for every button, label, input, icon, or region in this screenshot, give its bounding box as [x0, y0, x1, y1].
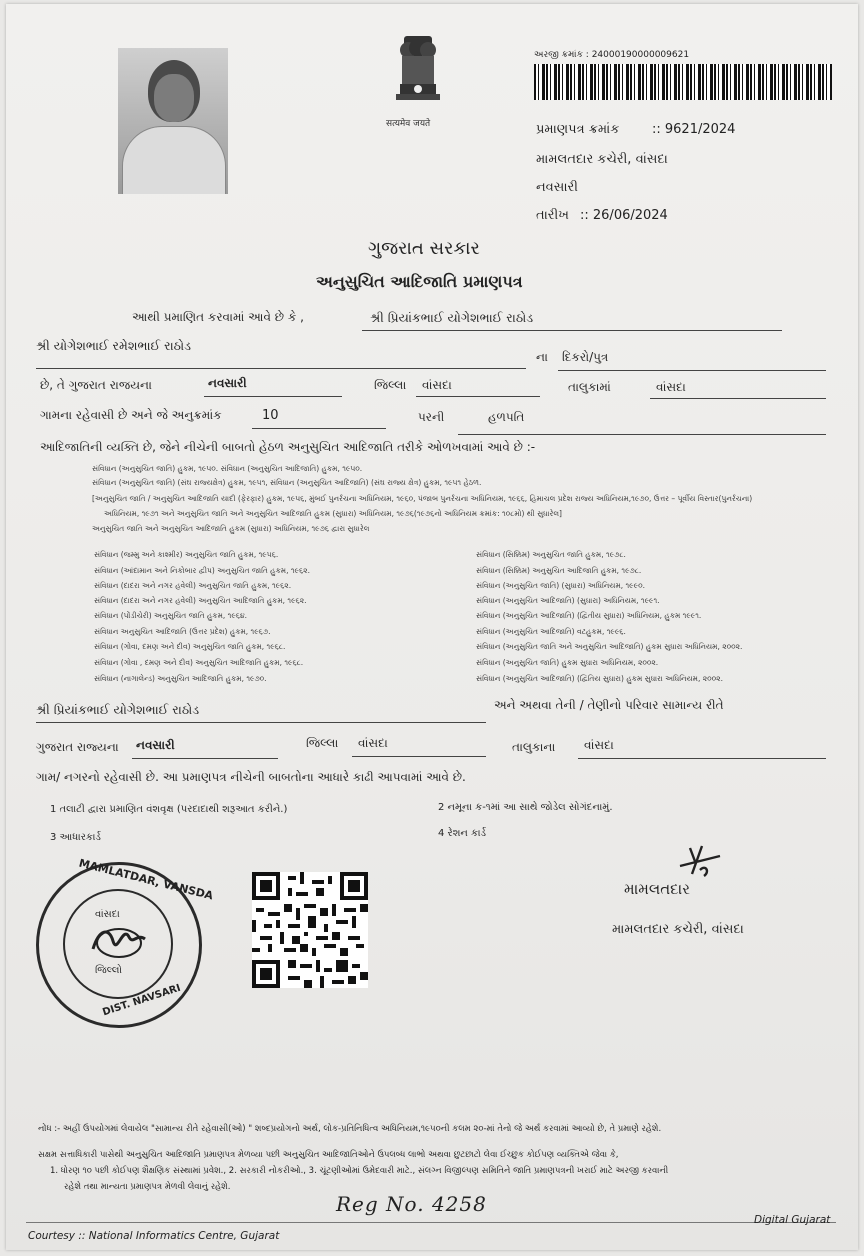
state-text-2: ગુજરાત રાજ્યના: [36, 740, 119, 754]
registration-number: Reg No. 4258: [336, 1192, 487, 1216]
taluka-label-2: તાલુકાના: [512, 740, 556, 754]
digital-gujarat-text: Digital Gujarat: [754, 1214, 831, 1226]
footer-divider: [26, 1222, 836, 1223]
taluka-label: તાલુકામાં: [568, 380, 611, 394]
order-line-4: અધિનિયમ, ૧૯૭૧ અને અનુસુચિત જાતિ અને અનુસુચિત આદિજાતિ હુકમ (સુધારા) અધિનિયમ, ૧૯૭૬(૧૯૭૬નો અધિનિયમ ક્રમાંક: ૧૦૮મો) થી સુધારેલ]: [104, 509, 562, 518]
order-right-8: સંવિધાન (અનુસુચિત જાતિ) હુકમ સુધારા અધિનિયમ, ૨૦૦૨.: [476, 658, 659, 667]
state-text: છે, તે ગુજરાત રાજયના: [40, 378, 152, 392]
order-left-3: સંવિધાન (દાદરા અને નગર હવેલી) અનુસુચિત જાતિ હુકમ, ૧૯૬૨.: [94, 581, 292, 590]
order-right-3: સંવિધાન (અનુસુચિત જાતિ) (સુધારા) અધિનિયમ, ૧૯૯૦.: [476, 581, 645, 590]
photo-shirt: [122, 126, 226, 194]
order-right-5: સંવિધાન (અનુસુચિત આદિજાતિ) (દ્વિતીય સુધારા) અધિનિયમ, હુકમ ૧૯૯૧.: [476, 611, 702, 620]
basis-item-1: 1 તલાટી દ્વારા પ્રમાણિત વંશવૃક્ષ (પરદાદાથી શરૂઆત કરીને.): [50, 804, 288, 815]
emblem-motto: सत्यमेव जयते: [386, 119, 431, 129]
candidate-name-repeat: શ્રી પ્રિયાંકભાઈ યોગેશભાઈ રાઠોડ: [36, 702, 200, 717]
order-left-4: સંવિધાન (દાદરા અને નગર હવેલી) અનુસુચિત આદિજાતિ હુકમ, ૧૯૬૨.: [94, 596, 307, 605]
pari-label: પરની: [418, 410, 445, 424]
taluka-value-2: વાંસદા: [584, 738, 614, 752]
certificate-number: :: 9621/2024: [652, 122, 736, 137]
seal-inner-text: વાંસદા: [95, 909, 120, 920]
order-right-4: સંવિધાન (અનુસુચિત આદિજાતિ) (સુધારા) અધિનિયમ, ૧૯૯૧.: [476, 596, 660, 605]
district-label-2: જિલ્લા: [306, 736, 339, 750]
seal-top-text: MAMLATDAR, VANSDA: [77, 856, 215, 903]
order-right-9: સંવિધાન (અનુસુચિત આદિજાતિ) (દ્વિતિય સુધારા) હુકમ સુધારા અધિનિયમ, ૨૦૦૨.: [476, 674, 723, 683]
order-line-2: સંવિધાન (અનુસુચિત જાતિ) (સંઘ રાજ્યક્ષેત્ર) હુકમ, ૧૯૫૧, સંવિધાન (અનુસુચિત આદિજાતિ) (સંઘ રાજ્ય ક્ષેત્ર) હુકમ, ૧૯૫૧ હેઠળ.: [92, 478, 482, 487]
basis-item-2: 2 નમૂના ક-૧માં આ સાથે જોડેલ સોગંદનામું.: [438, 802, 613, 813]
qr-code-icon: [252, 872, 368, 988]
recognised-text: આદિજાતિની વ્યક્તિ છે, જેને નીચેની બાબતો હેઠળ અનુસુચિત આદિજાતિ તરીકે ઓળખવામાં આવે છે :-: [40, 440, 536, 454]
barcode: [534, 64, 832, 100]
footer-line-3: 1. ધોરણ ૧૦ પછી કોઈપણ શૈક્ષણિક સંસ્થામાં પ્રવેશ., 2. સરકારી નોકરીઓ., 3. ચૂંટણીઓમાં ઉમેદવારી માટે., સંલગ્ન વિજીલ્પણ સમિતિને જાતિ પ્રમાણપત્રની ખરાઈ માટે અરજી કરવાની: [50, 1166, 669, 1176]
serial-number: 10: [262, 408, 279, 423]
order-right-2: સંવિધાન (સિક્કિમ) અનુસુચિત આદિજાતિ હુકમ, ૧૯૭૮.: [476, 566, 642, 575]
tribe-name: હળપતિ: [488, 410, 525, 424]
certificate-number-label: પ્રમાણપત્ર ક્રમાંક: [536, 122, 620, 137]
signatory-office: મામલતદાર કચેરી, વાંસદા: [612, 922, 744, 937]
taluka-value: વાંસદા: [656, 380, 686, 394]
candidate-name: શ્રી પ્રિયાંકભાઈ યોગેશભાઈ રાઠોડ: [370, 310, 534, 325]
office-name: મામલતદાર કચેરી, વાંસદા: [536, 152, 668, 167]
order-left-5: સંવિધાન (પોંડીચેરી) અનુસુચિત જાતિ હુકમ, ૧૯૬૪.: [94, 611, 248, 620]
official-seal: [36, 856, 215, 1028]
order-left-2: સંવિધાન (આંદામાન અને નિકોબાર દ્વીપ) અનુસુચિત જાતિ હુકમ, ૧૯૬૨.: [94, 566, 310, 575]
order-left-1: સંવિધાન (જમ્મુ અને કાશ્મીર) અનુસુચિત જાતિ હુકમ, ૧૯૫૬.: [94, 550, 279, 559]
order-right-1: સંવિધાન (સિક્કિમ) અનુસુચિત જાતિ હુકમ, ૧૯૭૮.: [476, 550, 626, 559]
applicant-photo: [118, 48, 228, 194]
village-text: ગામના રહેવાસી છે અને જે અનુક્રમાંક: [40, 408, 222, 422]
na-label: ના: [536, 350, 548, 364]
seal-inner-text-2: જિલ્લો: [95, 965, 122, 976]
government-title: ગુજરાત સરકાર: [368, 238, 480, 259]
footer-line-2: સક્ષમ સત્તાધિકારી પાસેથી અનુસુચિત આદિજાતિ પ્રમાણપત્ર મેળવ્યા પછી અનુસુચિત આદિજાતિઓને ઉપલબ્ધ લાભો અથવા છુટછાટો લેવા ઈચ્છુક કોઈપણ વ્યક્તિએ જેવા કે,: [38, 1150, 619, 1160]
family-text: અને અથવા તેની / તેણીનો પરિવાર સામાન્ય રીતે: [494, 698, 724, 712]
order-left-7: સંવિધાન (ગોવા, દમણ અને દીવ) અનુસુચિત જાતિ હુકમ, ૧૯૬૮.: [94, 642, 286, 651]
father-name: શ્રી યોગેશભાઈ રમેશભાઈ રાઠોડ: [36, 338, 191, 353]
district-taluka-value: વાંસદા: [422, 378, 452, 392]
order-left-8: સંવિધાન (ગોવા , દમણ અને દીવ) અનુસુચિત આદિજાતિ હુકમ, ૧૯૬૮.: [94, 658, 304, 667]
date-label: તારીખ: [536, 208, 569, 223]
photo-face: [154, 74, 194, 122]
courtesy-text: Courtesy :: National Informatics Centre, Gujarat: [28, 1230, 280, 1242]
order-left-9: સંવિધાન (નાગાલેન્ડ) અનુસુચિત આદિજાતિ હુકમ, ૧૯૭૦.: [94, 674, 267, 683]
district-taluka-value-2: વાંસદા: [358, 736, 388, 750]
order-right-7: સંવિધાન (અનુસુચિત જાતિ અને અનુસુચિત આદિજાતિ) હુકમ સુધારા અધિનિયમ, ૨૦૦૨.: [476, 642, 743, 651]
signatory-designation: મામલતદાર: [624, 880, 690, 898]
qr-code: [252, 872, 368, 988]
district-label: જિલ્લા: [374, 378, 407, 392]
basis-item-4: 4 રેશન કાર્ડ: [438, 828, 487, 839]
order-line-3: [અનુસુચિત જાતિ / અનુસુચિત આદિજાતિ યાદી (ફેરફાર) હુકમ, ૧૯૫૬, મુંબઈ પુનર્રચના અધિનિયમ, ૧૯૬૦, પંજાબ પુનર્રચના અધિનિયમ, ૧૯૬૬, હિમાચલ પ્રદેશ રાજ્ય અધિનિયમ,૧૯૭૦, ઉત્તર – પૂર્વીય વિસ્તાર(પુનર્રચના): [92, 494, 753, 503]
office-district: નવસારી: [536, 180, 578, 195]
certificate-page: [6, 4, 858, 1250]
certify-text: આથી પ્રમાણિત કરવામાં આવે છે કે ,: [132, 310, 304, 324]
order-line-1: સંવિધાન (અનુસુચિત જાતિ) હુકમ, ૧૯૫૦. સંવિધાન (અનુસુચિત આદિજાતિ) હુકમ, ૧૯૫૦.: [92, 464, 363, 473]
seal-signature-icon: [89, 919, 149, 965]
footer-line-4: રહેશે તથા માન્યતા પ્રમાણપત્ર મેળવી લેવાનું રહેશે.: [64, 1182, 231, 1192]
resident-text: ગામ/ નગરનો રહેવાસી છે. આ પ્રમાણપત્ર નીચેની બાબતોના આધારે કાઢી આપવામાં આવે છે.: [36, 770, 466, 784]
district-value-2: નવસારી: [136, 738, 175, 752]
basis-item-3: 3 આધારકાર્ડ: [50, 832, 101, 843]
relation: દિકરો/પુત્ર: [562, 350, 609, 364]
footer-note: નોંધ :- અહીં ઉપયોગમાં લેવાયેલ "સામાન્ય રીતે રહેવાસી(ઓ) " શબ્દપ્રયોગનો અર્થ, લોક-પ્રતિનિધિત્વ અધિનિયમ,૧૯૫૦ની કલમ ૨૦-માં તેનો જે અર્થ કરવામાં આવ્યો છે, તે પ્રમાણે રહેશે.: [38, 1124, 662, 1134]
order-right-6: સંવિધાન (અનુસુચિત આદિજાતિ) વટહુકમ, ૧૯૯૬.: [476, 627, 626, 636]
national-emblem-icon: [382, 32, 454, 116]
district-value: નવસારી: [208, 376, 247, 390]
certificate-title: અનુસુચિત આદિજાતિ પ્રમાણપત્ર: [316, 272, 523, 291]
seal-bottom-text: DIST. NAVSARI: [101, 982, 183, 1019]
issue-date: :: 26/06/2024: [580, 208, 668, 223]
application-number: અરજી ક્રમાંક : 24000190000009621: [534, 50, 690, 60]
order-left-6: સંવિધાન અનુસુચિત આદિજાતિ (ઉત્તર પ્રદેશ) હુકમ, ૧૯૬૭.: [94, 627, 271, 636]
signature-icon: [670, 844, 730, 880]
order-line-5: અનુસુચિત જાતિ અને અનુસુચિત આદિજાતિ હુકમ (સુધારા) અધિનિયમ, ૧૯૭૬ દ્વારા સુધારેલ: [92, 524, 370, 533]
